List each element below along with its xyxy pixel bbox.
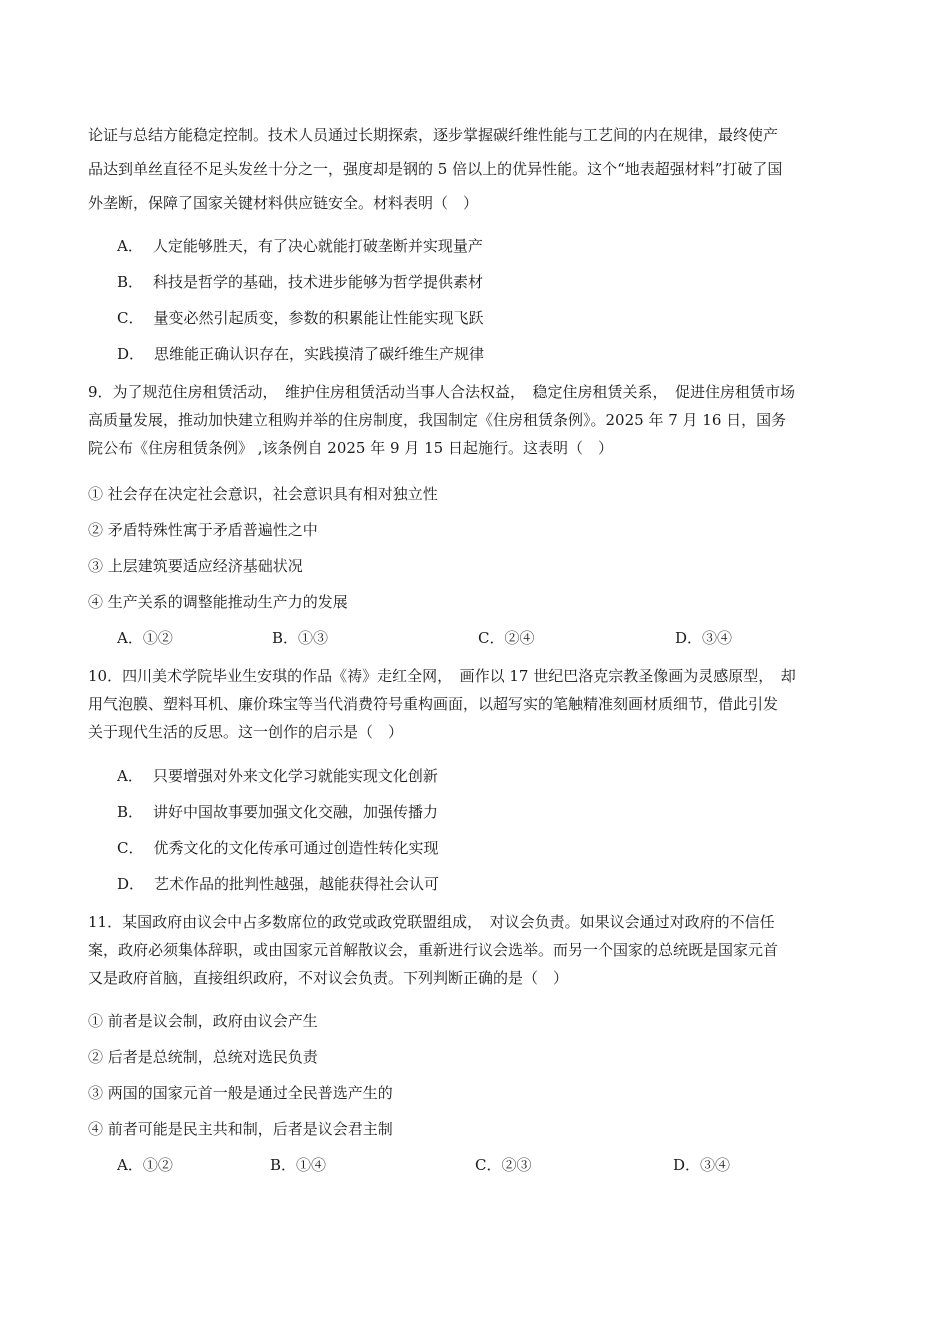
option-text: 科技是哲学的基础，技术进步能够为哲学提供素材 xyxy=(153,273,484,291)
q8-stem-line-3: 外垄断，保障了国家关键材料供应链安全。材料表明（ ） xyxy=(88,194,479,212)
q8-stem-line-2: 品达到单丝直径不足头发丝十分之一，强度却是钢的 5 倍以上的优异性能。这个“地表超强材料”打破了国 xyxy=(88,160,783,178)
q8-option-a[interactable] xyxy=(117,236,483,256)
q9-choice-b[interactable]: B．①③ xyxy=(272,629,329,647)
q11-statement-3: ③ 两国的国家元首一般是通过全民普选产生的 xyxy=(88,1084,393,1102)
option-letter: D． xyxy=(117,875,145,893)
q9-stem-line-1: 9．为了规范住房租赁活动， 维护住房租赁活动当事人合法权益， 稳定住房租赁关系， 促进住房租赁市场 xyxy=(88,383,796,401)
q9-statement-4: ④ 生产关系的调整能推动生产力的发展 xyxy=(88,593,348,611)
q11-choice-d[interactable]: D．③④ xyxy=(673,1156,731,1174)
option-text: 思维能正确认识存在，实践摸清了碳纤维生产规律 xyxy=(154,345,485,363)
q11-stem-line-2: 案，政府必须集体辞职，或由国家元首解散议会，重新进行议会选举。而另一个国家的总统既是国家元首 xyxy=(88,941,779,959)
q9-choice-d[interactable]: D．③④ xyxy=(675,629,733,647)
q11-statement-4: ④ 前者可能是民主共和制，后者是议会君主制 xyxy=(88,1120,393,1138)
q9-choice-c[interactable]: C．②④ xyxy=(478,629,535,647)
q9-choice-a[interactable]: A．①② xyxy=(117,629,173,647)
q11-stem-line-3: 又是政府首脑，直接组织政府，不对议会负责。下列判断正确的是（ ） xyxy=(88,969,569,987)
option-letter: A． xyxy=(117,237,143,255)
option-letter: D． xyxy=(117,345,145,363)
q8-option-c[interactable] xyxy=(117,308,484,328)
q9-statement-1: ① 社会存在决定社会意识，社会意识具有相对独立性 xyxy=(88,485,438,503)
q9-stem-line-2: 高质量发展，推动加快建立租购并举的住房制度，我国制定《住房租赁条例》。2025 年 7 月 16 日，国务 xyxy=(88,411,787,429)
q8-option-b[interactable] xyxy=(117,272,483,292)
q10-option-c[interactable] xyxy=(117,838,439,858)
option-letter: C． xyxy=(117,839,144,857)
q11-statement-1: ① 前者是议会制，政府由议会产生 xyxy=(88,1012,318,1030)
q11-choice-a[interactable]: A．①② xyxy=(117,1156,173,1174)
option-letter: B． xyxy=(117,803,144,821)
q11-choice-b[interactable]: B．①④ xyxy=(270,1156,327,1174)
option-text: 量变必然引起质变，参数的积累能让性能实现飞跃 xyxy=(153,309,484,327)
q9-stem-line-3: 院公布《住房租赁条例》 ,该条例自 2025 年 9 月 15 日起施行。这表明（ ） xyxy=(88,439,613,457)
q11-stem-line-1: 11．某国政府由议会中占多数席位的政党或政党联盟组成， 对议会负责。如果议会通过对政府的不信任 xyxy=(88,913,775,931)
q8-option-d[interactable] xyxy=(117,344,484,364)
q10-option-a[interactable] xyxy=(117,766,438,786)
option-text: 讲好中国故事要加强文化交融，加强传播力 xyxy=(153,803,439,821)
q10-stem-line-1: 10．四川美术学院毕业生安琪的作品《祷》走红全网， 画作以 17 世纪巴洛克宗教圣像画为灵感原型， 却 xyxy=(88,667,796,685)
q10-option-b[interactable] xyxy=(117,802,438,822)
q10-stem-line-3: 关于现代生活的反思。这一创作的启示是（ ） xyxy=(88,723,404,741)
option-text: 人定能够胜天，有了决心就能打破垄断并实现量产 xyxy=(152,237,483,255)
q10-stem-line-2: 用气泡膜、塑料耳机、廉价珠宝等当代消费符号重构画面，以超写实的笔触精准刻画材质细节，借此引发 xyxy=(88,695,779,713)
q10-option-d[interactable] xyxy=(117,874,439,894)
option-text: 只要增强对外来文化学习就能实现文化创新 xyxy=(152,767,438,785)
q8-stem-line-1: 论证与总结方能稳定控制。技术人员通过长期探索，逐步掌握碳纤维性能与工艺间的内在规律，最终使产 xyxy=(88,126,779,144)
q11-statement-2: ② 后者是总统制，总统对选民负责 xyxy=(88,1048,318,1066)
option-text: 优秀文化的文化传承可通过创造性转化实现 xyxy=(153,839,439,857)
q9-statement-2: ② 矛盾特殊性寓于矛盾普遍性之中 xyxy=(88,521,318,539)
q9-statement-3: ③ 上层建筑要适应经济基础状况 xyxy=(88,557,303,575)
q11-choice-c[interactable]: C．②③ xyxy=(475,1156,532,1174)
option-letter: C． xyxy=(117,309,144,327)
option-text: 艺术作品的批判性越强，越能获得社会认可 xyxy=(154,875,440,893)
option-letter: B． xyxy=(117,273,144,291)
option-letter: A． xyxy=(117,767,143,785)
